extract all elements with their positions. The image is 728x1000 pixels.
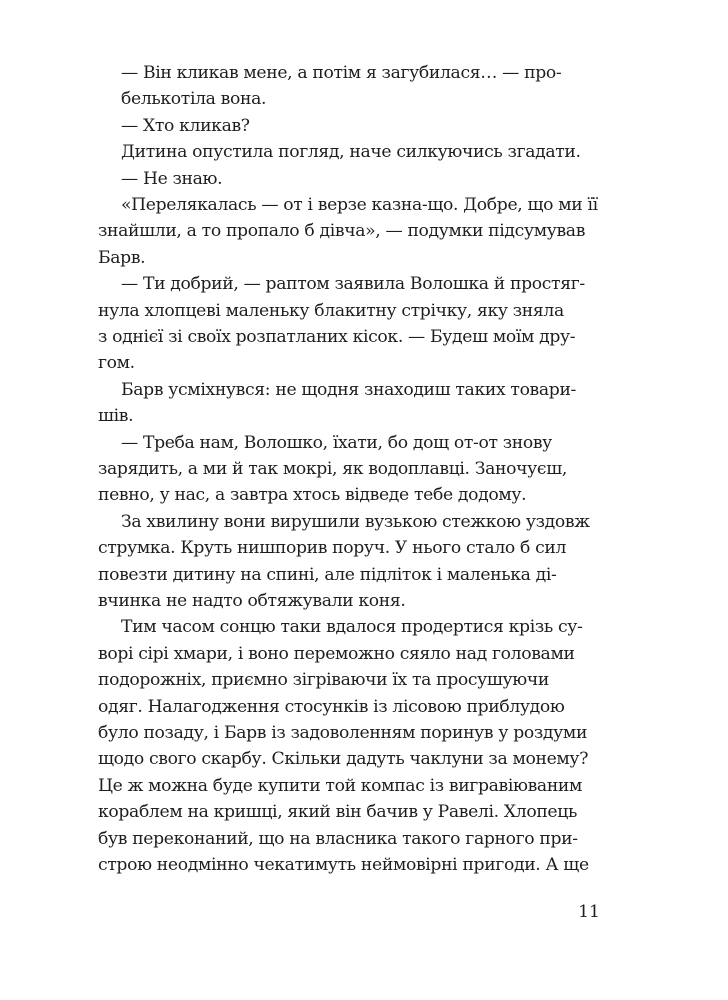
text-line: знайшли, а то пропало б дівча», — подумки підсумував	[98, 221, 586, 242]
text-line: Барв усміхнувся: не щодня знаходиш таких товари-	[121, 379, 577, 400]
text-line: вчинка не надто обтяжували коня.	[98, 591, 406, 611]
text-line: За хвилину вони вирушили вузькою стежкою уздовж	[121, 511, 590, 532]
text-line: було позаду, і Барв із задоволенням поринув у роздуми	[98, 723, 588, 743]
text-line: з однієї зі своїх розпатланих кісок. — Будеш моїм дру-	[98, 327, 576, 347]
text-line: нула хлопцеві маленьку блакитну стрічку, яку зняла	[98, 300, 564, 321]
text-line: — Він кликав мене, а потім я загубилася… — про-	[121, 63, 562, 83]
text-line: гом.	[98, 353, 135, 374]
page-number: 11	[578, 902, 600, 922]
text-line: кораблем на кришці, який він бачив у Равелі. Хлопець	[98, 802, 577, 823]
text-line: подорожніх, приємно зігріваючи їх та просушуючи	[98, 670, 550, 691]
text-line: одяг. Налагодження стосунків із лісовою приблудою	[98, 696, 565, 717]
text-line: струмка. Круть нишпорив поруч. У нього стало б сил	[98, 538, 567, 559]
text-line: зарядить, а ми й так мокрі, як водоплавці. Заночуєш,	[98, 459, 567, 479]
text-line: Це ж можна буде купити той компас із вигравіюваним	[98, 775, 583, 796]
text-line: був переконаний, що на власника такого гарного при-	[98, 828, 578, 849]
text-line: — Не знаю.	[121, 168, 223, 189]
text-line: — Хто кликав?	[121, 115, 250, 136]
text-line: «Перелякалась — от і верзе казна-що. Добре, що ми її	[121, 195, 598, 215]
text-line: — Треба нам, Волошко, їхати, бо дощ от-от знову	[121, 432, 552, 453]
text-line: певно, у нас, а завтра хтось відведе тебе додому.	[98, 485, 527, 506]
text-line: — Ти добрий, — раптом заявила Волошка й простяг-	[121, 274, 585, 295]
text-line: Дитина опустила погляд, наче силкуючись згадати.	[121, 142, 581, 163]
text-line: шів.	[98, 406, 134, 427]
text-line: Барв.	[98, 247, 146, 268]
text-line: щодо свого скарбу. Скільки дадуть чаклуни за монему?	[98, 749, 589, 770]
text-line: повезти дитину на спині, але підліток і маленька ді-	[98, 564, 557, 585]
text-line: строю неодмінно чекатимуть неймовірні пригоди. А ще	[98, 855, 589, 875]
text-line: белькотіла вона.	[121, 89, 267, 110]
text-line: ворі сірі хмари, і воно переможно сяяло над головами	[98, 643, 575, 664]
text-line: Тим часом сонцю таки вдалося продертися крізь су-	[121, 617, 583, 638]
